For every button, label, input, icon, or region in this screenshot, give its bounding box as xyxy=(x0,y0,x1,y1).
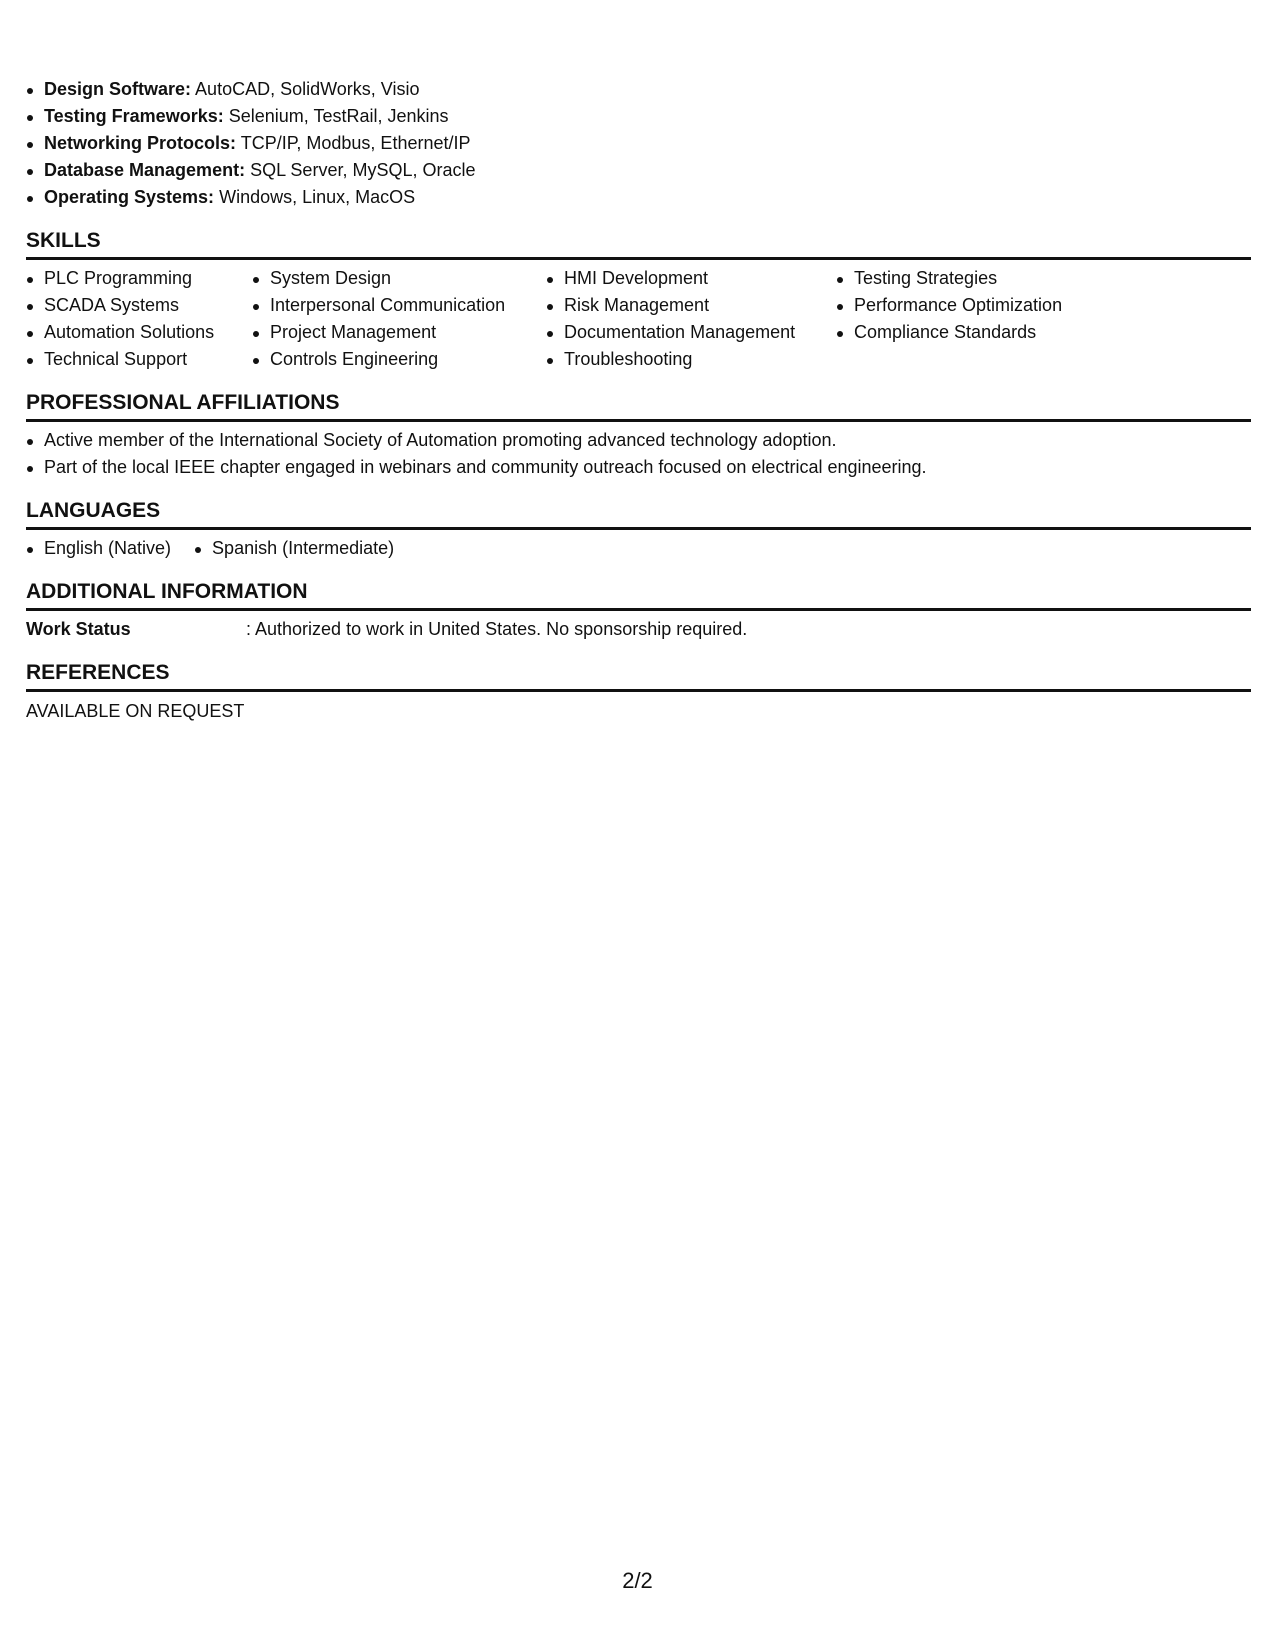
item-label: Testing Frameworks: xyxy=(44,106,224,126)
skill-item: Performance Optimization xyxy=(836,292,1136,319)
skill-item: Documentation Management xyxy=(546,319,836,346)
item-label: Operating Systems: xyxy=(44,187,215,207)
skills-grid xyxy=(26,265,1251,373)
skill-item: Controls Engineering xyxy=(252,346,546,373)
references-heading: REFERENCES xyxy=(26,660,1251,692)
skills-column xyxy=(546,265,836,373)
item-label: Design Software: xyxy=(44,79,192,99)
item-value: TCP/IP, Modbus, Ethernet/IP xyxy=(240,133,471,153)
skills-column xyxy=(26,265,252,373)
languages-heading: LANGUAGES xyxy=(26,498,1251,530)
language-item: Spanish (Intermediate) xyxy=(194,535,394,562)
skill-item: Testing Strategies xyxy=(836,265,1136,292)
skill-item: Interpersonal Communication xyxy=(252,292,546,319)
skill-item: Technical Support xyxy=(26,346,252,373)
list-item xyxy=(26,157,1251,184)
language-item: English (Native) xyxy=(26,535,171,562)
affiliations-heading: PROFESSIONAL AFFILIATIONS xyxy=(26,390,1251,422)
skills-column xyxy=(836,265,1136,373)
item-label: Networking Protocols: xyxy=(44,133,237,153)
skill-item: Automation Solutions xyxy=(26,319,252,346)
skill-item: System Design xyxy=(252,265,546,292)
item-value: Windows, Linux, MacOS xyxy=(219,187,416,207)
page-number: 2/2 xyxy=(622,1568,653,1593)
list-item xyxy=(26,76,1251,103)
skill-item: Compliance Standards xyxy=(836,319,1136,346)
skill-item: Troubleshooting xyxy=(546,346,836,373)
item-value: Selenium, TestRail, Jenkins xyxy=(228,106,449,126)
item-value: AutoCAD, SolidWorks, Visio xyxy=(195,79,420,99)
skills-heading: SKILLS xyxy=(26,228,1251,260)
skill-item: PLC Programming xyxy=(26,265,252,292)
skills-column xyxy=(252,265,546,373)
item-value: SQL Server, MySQL, Oracle xyxy=(250,160,476,180)
languages-list xyxy=(26,535,1251,562)
work-status-label: Work Status xyxy=(26,619,131,639)
list-item xyxy=(26,130,1251,157)
references-text: AVAILABLE ON REQUEST xyxy=(26,701,245,721)
skill-item: Risk Management xyxy=(546,292,836,319)
list-item xyxy=(26,184,1251,211)
skill-item: Project Management xyxy=(252,319,546,346)
skill-item: HMI Development xyxy=(546,265,836,292)
work-status-row xyxy=(26,616,1251,643)
item-label: Database Management: xyxy=(44,160,246,180)
resume-page xyxy=(26,76,1251,725)
skill-item: SCADA Systems xyxy=(26,292,252,319)
affiliations-list xyxy=(26,427,1251,481)
additional-info-heading: ADDITIONAL INFORMATION xyxy=(26,579,1251,611)
affiliation-item: Part of the local IEEE chapter engaged in webinars and community outreach focused on electrical engineering. xyxy=(26,454,1251,481)
affiliation-item: Active member of the International Society of Automation promoting advanced technology adoption. xyxy=(26,427,1251,454)
technical-skills-list xyxy=(26,76,1251,211)
work-status-value: : Authorized to work in United States. No sponsorship required. xyxy=(246,619,748,639)
list-item xyxy=(26,103,1251,130)
